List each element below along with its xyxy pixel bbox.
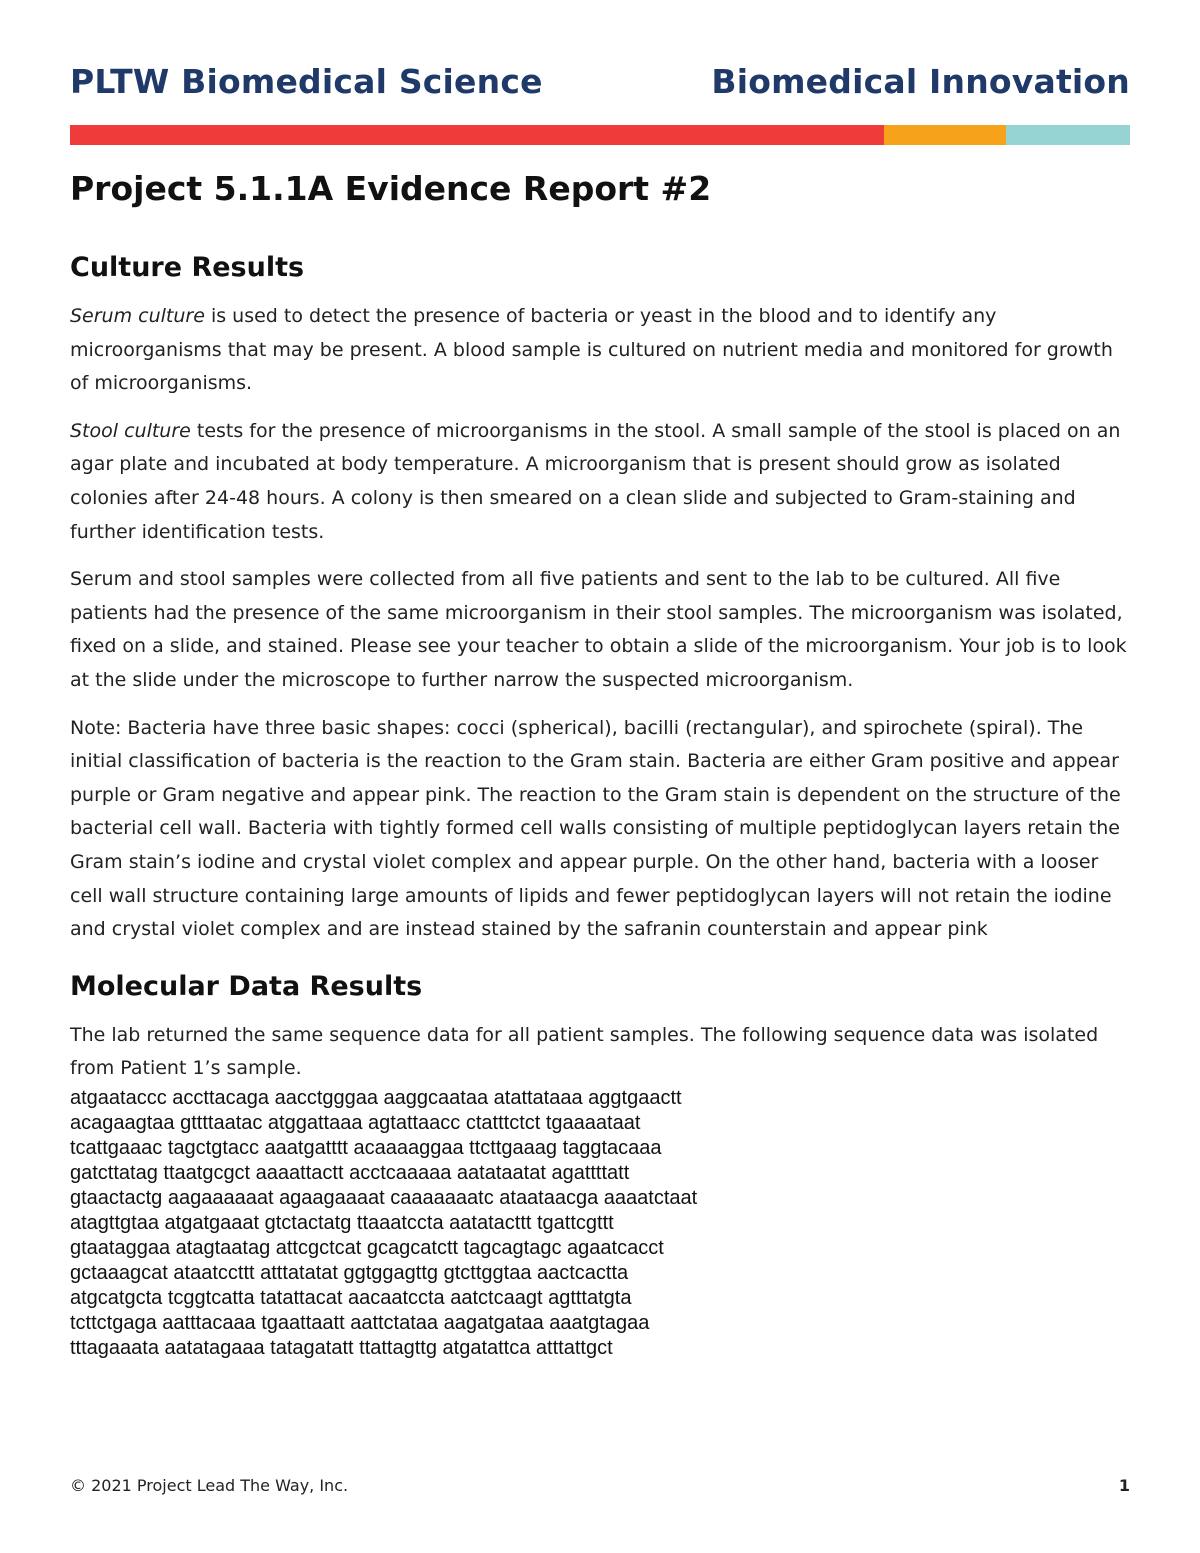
sequence-line: tcttctgaga aatttacaaa tgaattaatt aattctataa aagatgataa aaatgtagaa: [70, 1311, 650, 1334]
page-title: Project 5.1.1A Evidence Report #2: [70, 169, 712, 208]
page-number: 1: [1118, 1476, 1130, 1495]
color-bar-teal: [1006, 125, 1130, 145]
molecular-results-heading: Molecular Data Results: [70, 970, 423, 1002]
sequence-line: atagttgtaa atgatgaaat gtctactatg ttaaatccta aatatacttt tgattcgttt: [70, 1211, 614, 1234]
culture-results-heading: Culture Results: [70, 252, 305, 283]
document-body: [70, 166, 1132, 1361]
sequence-line: gtaataggaa atagtaatag attcgctcat gcagcatctt tagcagtagc agaatcacct: [70, 1236, 664, 1259]
stool-culture-paragraph: [70, 415, 1132, 549]
sequence-line: atgaataccc accttacaga aacctgggaa aaggcaataa atattataaa aggtgaactt: [70, 1086, 682, 1109]
dna-sequence: [70, 1086, 1132, 1361]
sequence-line: atgcatgcta tcggtcatta tatattacat aacaatccta aatctcaagt agtttatgta: [70, 1286, 632, 1309]
molecular-intro: The lab returned the same sequence data for all patient samples. The following sequence data was isolated from Patient 1’s sample.: [70, 1023, 1099, 1080]
page-footer: [70, 1476, 1130, 1498]
serum-culture-paragraph: [70, 300, 1132, 401]
gram-stain-note: Note: Bacteria have three basic shapes: cocci (spherical), bacilli (rectangular), and spirochete (spiral). The initial classification of bacteria is the reaction to the Gram stain. Bacteria are either Gram positive and appear purple or Gram negative and appear pink. The reaction to the Gram stain is dependent on the structure of the bacterial cell wall. Bacteria with tightly formed cell walls consisting of multiple peptidoglycan layers retain the Gram stain’s iodine and crystal violet complex and appear purple. On the other hand, bacteria with a looser cell wall structure containing large amounts of lipids and fewer peptidoglycan layers will not retain the iodine and crystal violet complex and are instead stained by the safranin counterstain and appear pink: [70, 716, 1121, 941]
color-bar-red: [70, 125, 884, 145]
serum-culture-text: is used to detect the presence of bacteria or yeast in the blood and to identify any microorganisms that may be present. A blood sample is cultured on nutrient media and monitored for growth of microorganisms.: [70, 305, 1113, 395]
sequence-line: gctaaagcat ataatccttt atttatatat ggtggagttg gtcttggtaa aactcactta: [70, 1261, 629, 1284]
sequence-line: gatcttatag ttaatgcgct aaaattactt acctcaaaaa aatataatat agattttatt: [70, 1161, 630, 1184]
course-name: Biomedical Innovation: [711, 62, 1130, 101]
header-color-bar: [70, 125, 1130, 145]
sequence-line: tttagaaata aatatagaaa tatagatatt ttattagttg atgatattca atttattgct: [70, 1336, 613, 1359]
sequence-line: tcattgaaac tagctgtacc aaatgatttt acaaaaggaa ttcttgaaag taggtacaaa: [70, 1136, 662, 1159]
copyright-notice: © 2021 Project Lead The Way, Inc.: [70, 1476, 349, 1495]
stool-culture-text: tests for the presence of microorganisms in the stool. A small sample of the stool is placed on an agar plate and incubated at body temperature. A microorganism that is present should grow as isolated colonies after 24-48 hours. A colony is then smeared on a clean slide and subjected to Gram-staining and further identification tests.: [70, 419, 1121, 543]
sequence-line: acagaagtaa gttttaatac atggattaaa agtattaacc ctatttctct tgaaaataat: [70, 1111, 641, 1134]
samples-paragraph: Serum and stool samples were collected from all five patients and sent to the lab to be cultured. All five patients had the presence of the same microorganism in their stool samples. The microorganism was isolated, fixed on a slide, and stained. Please see your teacher to obtain a slide of the microorganism. Your job is to look at the slide under the microscope to further narrow the suspected microorganism.: [70, 568, 1127, 691]
page-header: [70, 62, 1130, 106]
program-name: PLTW Biomedical Science: [70, 62, 543, 101]
serum-culture-term: Serum culture: [70, 305, 205, 327]
color-bar-orange: [884, 125, 1006, 145]
stool-culture-term: Stool culture: [70, 419, 191, 442]
sequence-line: gtaactactg aagaaaaaat agaagaaaat caaaaaaatc ataataacga aaaatctaat: [70, 1186, 698, 1209]
